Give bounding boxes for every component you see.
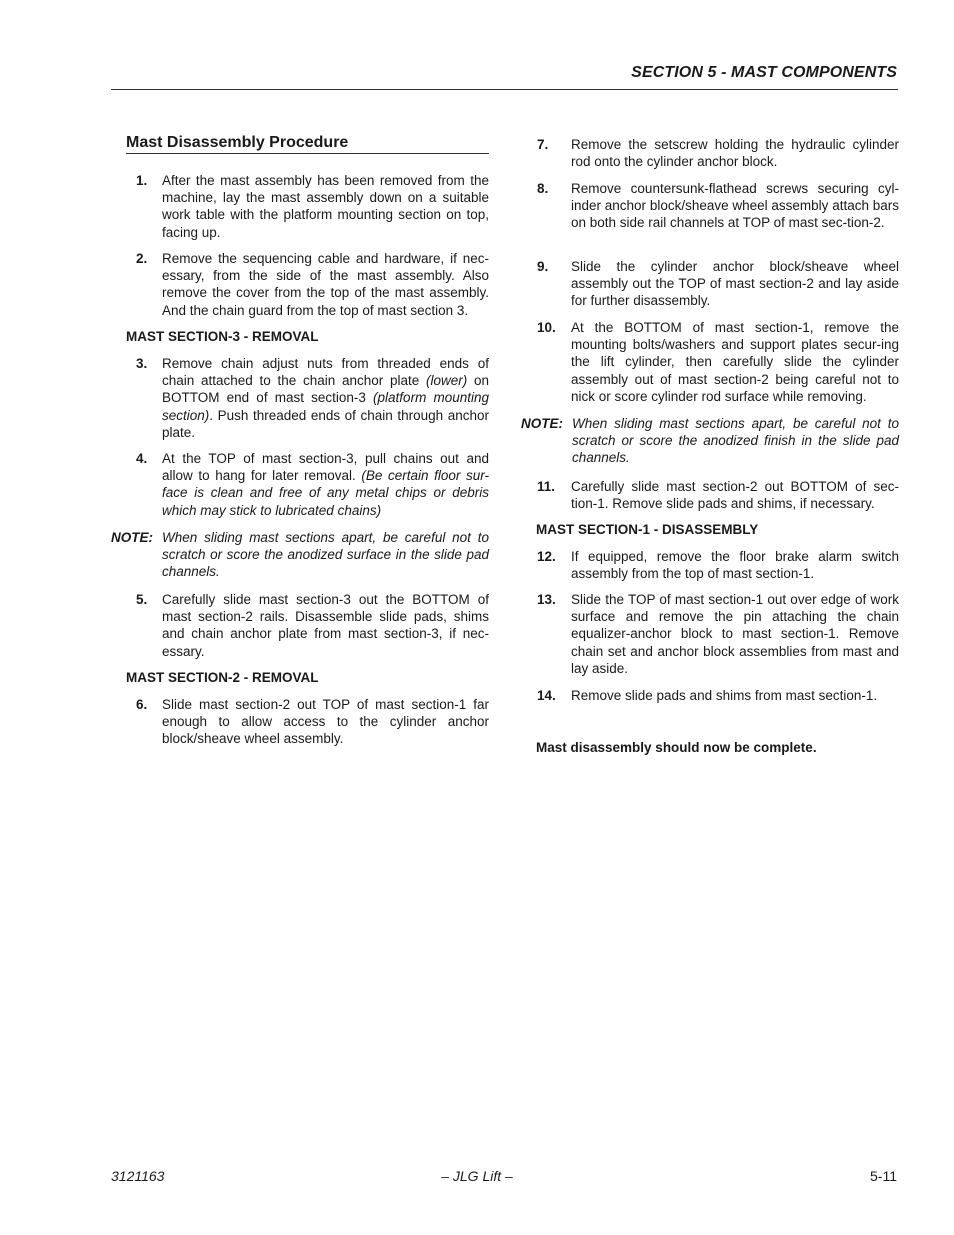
step-text: Carefully slide mast section-2 out BOTTOM of sec-tion-1. Remove slide pads and shims, if necessary. (571, 479, 899, 512)
completion-statement: Mast disassembly should now be complete. (536, 740, 817, 755)
step-number: 14. (537, 688, 556, 703)
subheading-section-1: MAST SECTION-1 - DISASSEMBLY (536, 522, 759, 537)
step-8 (521, 180, 899, 232)
procedure-heading: Mast Disassembly Procedure (126, 134, 489, 154)
subheading-section-2: MAST SECTION-2 - REMOVAL (126, 670, 319, 685)
step-number: 4. (136, 451, 148, 466)
step-text: Remove the sequencing cable and hardware, if nec-essary, from the side of the mast assembly. Also remove the cover from the top of the mast assembly. And the chain guard from the top of mast section 3. (162, 251, 489, 318)
step-11 (521, 478, 899, 512)
note-label: NOTE: (521, 416, 563, 431)
document-number: 3121163 (111, 1168, 165, 1184)
step-13 (521, 591, 899, 677)
step-number: 6. (136, 697, 148, 712)
step-number: 1. (136, 173, 148, 188)
step-10 (521, 319, 899, 405)
step-text: Remove slide pads and shims from mast section-1. (571, 688, 878, 703)
step-number: 5. (136, 592, 148, 607)
step-text: Carefully slide mast section-3 out the BOTTOM of mast section-2 rails. Disassemble slide pads, shims and chain anchor plate from mast section-3, if nec-essary. (162, 592, 489, 659)
subheading-section-3: MAST SECTION-3 - REMOVAL (126, 329, 319, 344)
note-text: When sliding mast sections apart, be careful not to scratch or score the anodized surface in the slide pad channels. (162, 530, 489, 580)
step-text: Slide the TOP of mast section-1 out over edge of work surface and remove the pin attaching the chain equalizer-anchor block to mast section-1. Remove chain set and anchor block assemblies from mast and lay aside. (571, 592, 899, 676)
step-4 (111, 450, 489, 519)
step-text: Remove chain adjust nuts from threaded ends of chain attached to the chain anchor plate (lower) on BOTTOM end of mast section-3 (platform mounting section). Push threaded ends of chain through anchor plate. (162, 356, 489, 440)
step-number: 7. (537, 137, 549, 152)
page-number: 5-11 (870, 1168, 897, 1184)
note-text: When sliding mast sections apart, be careful not to scratch or score the anodized finish in the slide pad channels. (572, 416, 899, 466)
step-number: 13. (537, 592, 556, 607)
header-divider (111, 89, 898, 90)
note-1 (111, 529, 489, 581)
step-text: Remove the setscrew holding the hydraulic cylinder rod onto the cylinder anchor block. (571, 137, 899, 170)
step-7 (521, 136, 899, 170)
step-number: 10. (537, 320, 556, 335)
step-text: Slide mast section-2 out TOP of mast section-1 far enough to allow access to the cylinder anchor block/sheave wheel assembly. (162, 697, 489, 747)
step-number: 2. (136, 251, 148, 266)
step-text: At the TOP of mast section-3, pull chains out and allow to hang for later removal. (Be certain floor sur-face is clean and free of any metal chips or debris which may stick to lubricated chains) (162, 451, 489, 518)
step-2 (111, 250, 489, 319)
step-3 (111, 355, 489, 441)
step-12 (521, 548, 899, 582)
step-number: 3. (136, 356, 148, 371)
step-1 (111, 172, 489, 241)
step-text: At the BOTTOM of mast section-1, remove the mounting bolts/washers and support plates secur-ing the lift cylinder, then carefully slide the cylinder assembly out of mast section-2 being careful not to nick or score cylinder rod surface while removing. (571, 320, 899, 404)
note-label: NOTE: (111, 530, 153, 545)
step-9 (521, 258, 899, 310)
step-14 (521, 687, 899, 704)
step-text: If equipped, remove the floor brake alarm switch assembly from the top of mast section-1. (571, 549, 899, 582)
step-5 (111, 591, 489, 660)
step-number: 11. (537, 479, 556, 494)
step-text: Remove countersunk-flathead screws securing cyl-inder anchor block/sheave wheel assembly attach bars on both side rail channels at TOP of mast sec-tion-2. (571, 181, 899, 231)
step-6 (111, 696, 489, 748)
step-text: After the mast assembly has been removed from the machine, lay the mast assembly down on a suitable work table with the platform mounting section on top, facing up. (162, 173, 489, 240)
footer-brand: – JLG Lift – (441, 1168, 513, 1184)
step-number: 12. (537, 549, 556, 564)
step-text: Slide the cylinder anchor block/sheave wheel assembly out the TOP of mast section-2 and lay aside for further disassembly. (571, 259, 899, 309)
step-number: 8. (537, 181, 549, 196)
section-title: SECTION 5 - MAST COMPONENTS (631, 64, 897, 81)
step-number: 9. (537, 259, 549, 274)
note-2 (521, 415, 899, 467)
